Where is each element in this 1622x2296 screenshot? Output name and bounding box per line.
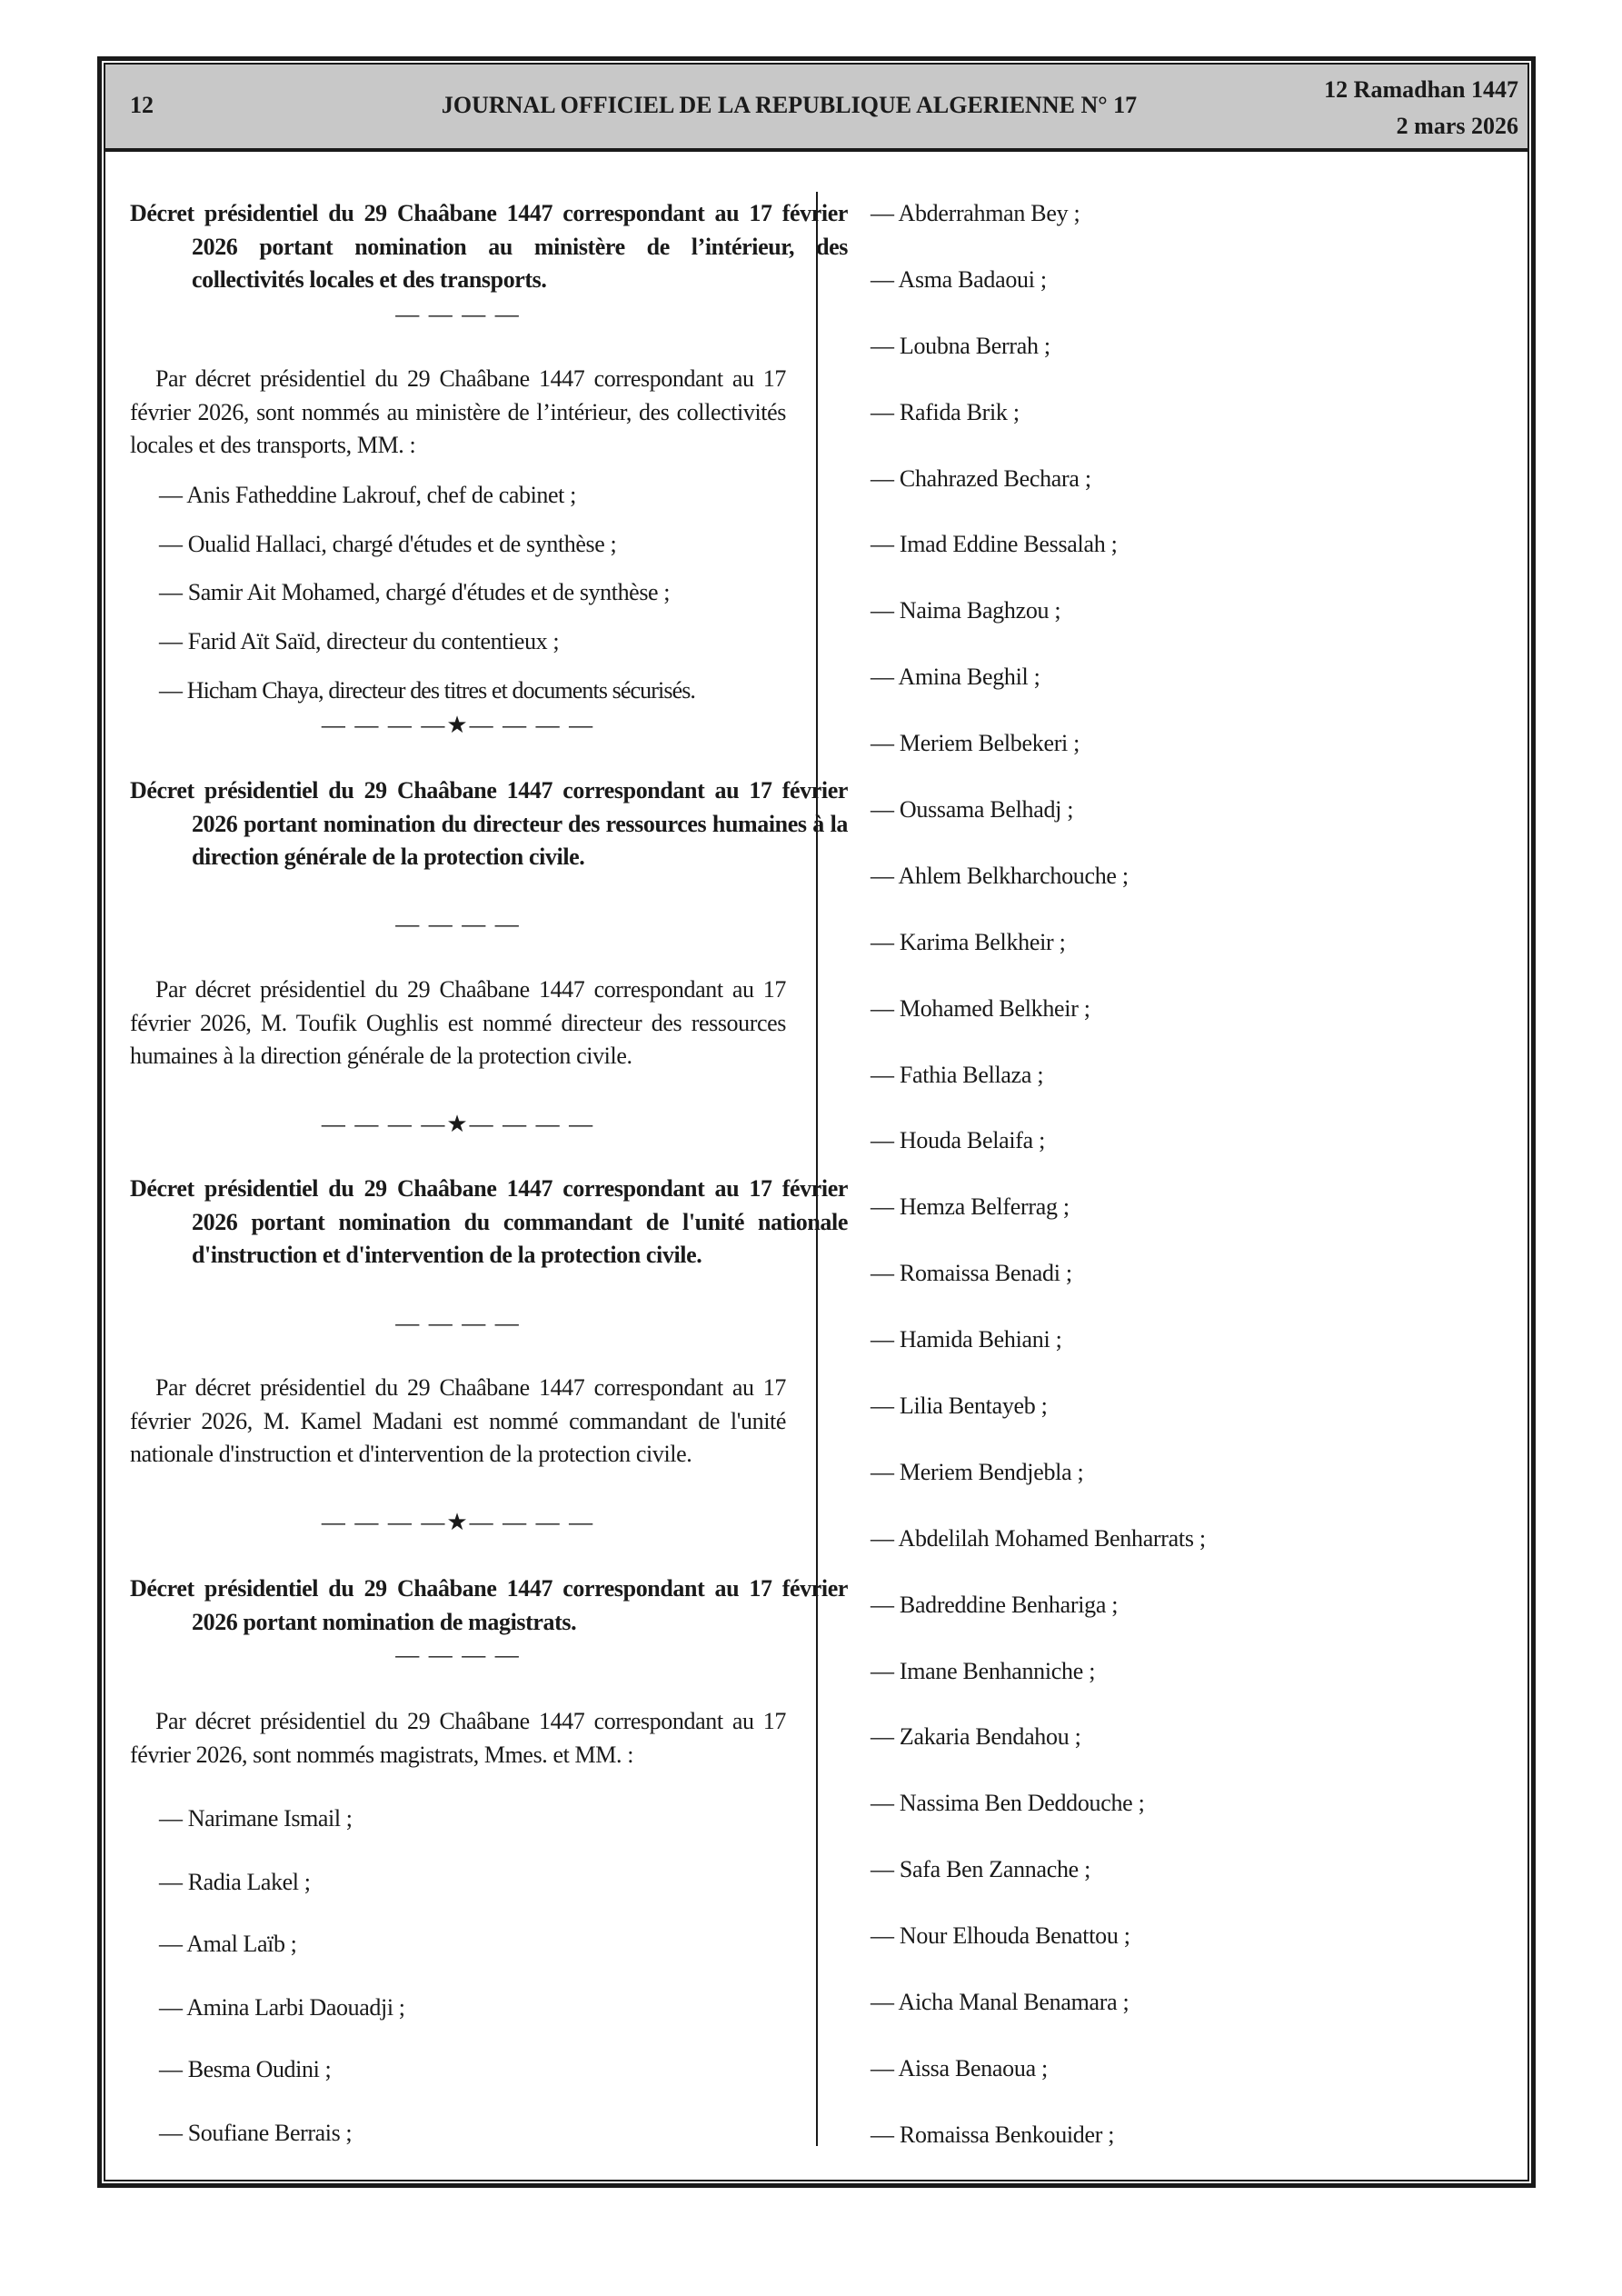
list-item: — Hemza Belferrag ; xyxy=(871,1193,1070,1221)
decree-body: Par décret présidentiel du 29 Chaâbane 1447 correspondant au 17 février 2026, M. Toufik Oughlis est nommé directeur des ressources humaines à la direction générale de la protection civile. xyxy=(130,976,786,1069)
separator: — — — — xyxy=(395,911,521,937)
list-item: — Asma Badaoui ; xyxy=(871,265,1047,293)
journal-title: JOURNAL OFFICIEL DE LA REPUBLIQUE ALGERIENNE N° 17 xyxy=(441,92,1138,118)
list-item: — Nassima Ben Deddouche ; xyxy=(871,1790,1145,1817)
decree-title: Décret présidentiel du 29 Chaâbane 1447 correspondant au 17 février 2026 portant nomination au ministère de l’intérieur, des collectivités locales et des transports. xyxy=(130,200,848,293)
list-item: — Oussama Belhadj ; xyxy=(871,796,1074,824)
issue-date xyxy=(1324,72,1518,145)
star-separator: — — — —★— — — — xyxy=(321,1111,595,1137)
list-item: — Abderrahman Bey ; xyxy=(871,200,1080,226)
list-item: — Lilia Bentayeb ; xyxy=(871,1393,1048,1420)
list-item: — Amina Larbi Daouadji ; xyxy=(159,1994,405,2021)
list-item: — Romaissa Benadi ; xyxy=(871,1260,1072,1287)
star-separator: — — — —★— — — — xyxy=(321,712,595,738)
list-item: — Besma Oudini ; xyxy=(159,2056,332,2082)
separator: — — — — xyxy=(395,1642,521,1668)
list-item: — Hicham Chaya, directeur des titres et documents sécurisés. xyxy=(159,677,696,704)
list-item: — Houda Belaifa ; xyxy=(871,1127,1046,1154)
list-item: — Mohamed Belkheir ; xyxy=(871,994,1090,1022)
list-item: — Radia Lakel ; xyxy=(159,1869,311,1895)
list-item: — Amina Beghil ; xyxy=(871,664,1040,691)
list-item: — Anis Fatheddine Lakrouf, chef de cabinet ; xyxy=(159,482,576,508)
separator: — — — — xyxy=(395,301,521,327)
list-item: — Imad Eddine Bessalah ; xyxy=(871,531,1118,558)
list-item: — Oualid Hallaci, chargé d'études et de synthèse ; xyxy=(159,531,617,557)
decree-body: Par décret présidentiel du 29 Chaâbane 1447 correspondant au 17 février 2026, sont nommés au ministère de l’intérieur, des collectivités locales et des transports, MM. : xyxy=(130,365,786,458)
date-hijri: 12 Ramadhan 1447 xyxy=(1324,76,1518,103)
list-item: — Meriem Bendjebla ; xyxy=(871,1458,1084,1485)
page-header xyxy=(105,65,1527,152)
list-item: — Naima Baghzou ; xyxy=(871,597,1061,624)
decree-title: Décret présidentiel du 29 Chaâbane 1447 correspondant au 17 février 2026 portant nomination de magistrats. xyxy=(130,1575,848,1635)
list-item: — Fathia Bellaza ; xyxy=(871,1061,1044,1088)
decree-title: Décret présidentiel du 29 Chaâbane 1447 correspondant au 17 février 2026 portant nomination du directeur des ressources humaines à la direction générale de la protection civile. xyxy=(130,777,848,870)
list-item: — Safa Ben Zannache ; xyxy=(871,1856,1091,1883)
list-item: — Aissa Benaoua ; xyxy=(871,2054,1048,2081)
list-item: — Samir Ait Mohamed, chargé d'études et de synthèse ; xyxy=(159,579,671,605)
separator: — — — — xyxy=(395,1310,521,1336)
decree-body: Par décret présidentiel du 29 Chaâbane 1447 correspondant au 17 février 2026, sont nommés magistrats, Mmes. et MM. : xyxy=(130,1708,786,1768)
list-item: — Farid Aït Saïd, directeur du contentieux ; xyxy=(159,628,560,654)
list-item: — Ahlem Belkharchouche ; xyxy=(871,862,1129,889)
list-item: — Romaissa Benkouider ; xyxy=(871,2121,1115,2148)
page-number: 12 xyxy=(130,92,154,118)
decree-body: Par décret présidentiel du 29 Chaâbane 1447 correspondant au 17 février 2026, M. Kamel Madani est nommé commandant de l'unité nationale d'instruction et d'intervention de la protection civile. xyxy=(130,1374,786,1467)
list-item: — Loubna Berrah ; xyxy=(871,332,1050,359)
list-item: — Karima Belkheir ; xyxy=(871,928,1066,955)
list-item: — Imane Benhanniche ; xyxy=(871,1657,1096,1684)
list-item: — Zakaria Bendahou ; xyxy=(871,1723,1081,1751)
list-item: — Meriem Belbekeri ; xyxy=(871,730,1080,757)
decree-title: Décret présidentiel du 29 Chaâbane 1447 correspondant au 17 février 2026 portant nomination du commandant de l'unité nationale d'instruction et d'intervention de la protection civile. xyxy=(130,1175,848,1268)
list-item: — Nour Elhouda Benattou ; xyxy=(871,1922,1130,1950)
list-item: — Aicha Manal Benamara ; xyxy=(871,1989,1129,2016)
magistrates-list-right xyxy=(871,197,1206,2185)
list-item: — Hamida Behiani ; xyxy=(871,1326,1062,1353)
column-divider xyxy=(816,192,818,2146)
list-item: — Narimane Ismail ; xyxy=(159,1805,353,1832)
list-item: — Chahrazed Bechara ; xyxy=(871,464,1091,492)
list-item: — Badreddine Benhariga ; xyxy=(871,1591,1119,1618)
list-item: — Abdelilah Mohamed Benharrats ; xyxy=(871,1524,1206,1552)
star-separator: — — — —★— — — — xyxy=(321,1509,595,1535)
list-item: — Amal Laïb ; xyxy=(159,1931,297,1957)
date-gregorian: 2 mars 2026 xyxy=(1396,113,1518,139)
list-item: — Rafida Brik ; xyxy=(871,398,1020,425)
list-item: — Soufiane Berrais ; xyxy=(159,2120,353,2146)
